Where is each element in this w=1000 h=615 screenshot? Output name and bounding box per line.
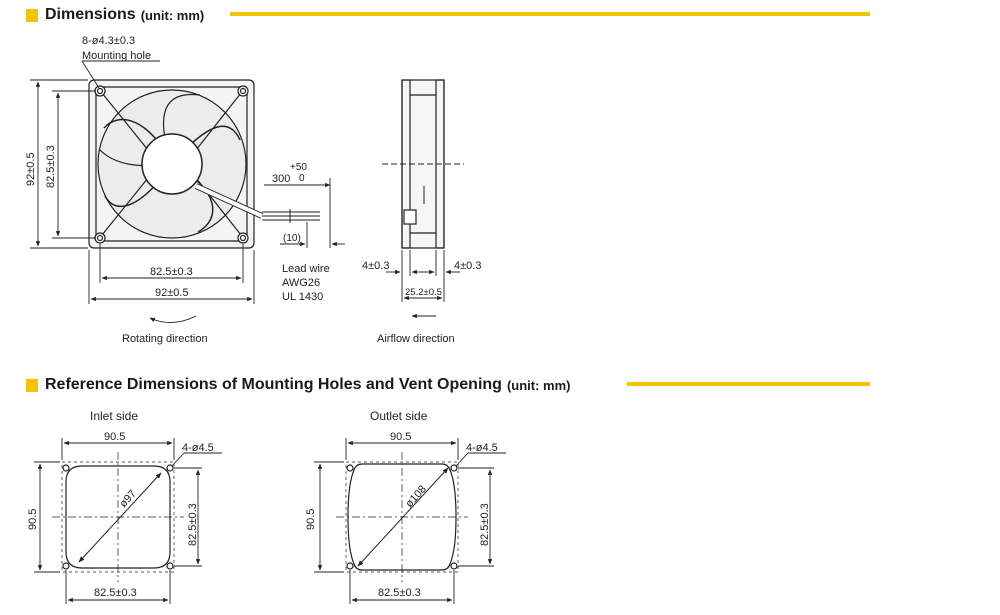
width-pitch-label: 82.5±0.3 xyxy=(150,266,193,278)
lead-wire-standard: UL 1430 xyxy=(282,291,324,303)
inlet-side-label: Inlet side xyxy=(90,409,139,423)
depth-label: 25.2±0.5 xyxy=(405,287,442,298)
strip-length-label: (10) xyxy=(283,233,301,244)
inlet-left-dim: 90.5 xyxy=(27,508,39,530)
section-title: Reference Dimensions of Mounting Holes and Vent Opening xyxy=(45,376,502,393)
lead-wire-label: Lead wire xyxy=(282,263,330,275)
mounting-hole-spec: 8-ø4.3±0.3 xyxy=(82,35,136,47)
section-unit: (unit: mm) xyxy=(140,7,205,23)
section-unit: (unit: mm) xyxy=(506,377,571,393)
inlet-top-dim: 90.5 xyxy=(104,431,126,443)
inlet-right-dim: 82.5±0.3 xyxy=(187,503,199,546)
rotating-direction-label: Rotating direction xyxy=(122,333,208,345)
lead-tol-plus: +50 xyxy=(290,162,307,173)
outlet-cutout-drawing xyxy=(336,452,468,582)
lead-length-label: 300 xyxy=(272,173,291,185)
inlet-hole-spec: 4-ø4.5 xyxy=(182,442,214,454)
inlet-diameter: ø97 xyxy=(117,487,139,511)
outlet-right-dim: 82.5±0.3 xyxy=(479,503,491,546)
rotation-arrow-icon xyxy=(150,316,196,323)
inlet-bottom-dim: 82.5±0.3 xyxy=(94,587,137,599)
lead-tol-minus: 0 xyxy=(299,173,305,184)
mounting-hole-label: Mounting hole xyxy=(82,50,152,62)
lead-wire-gauge: AWG26 xyxy=(282,277,321,289)
airflow-direction-label: Airflow direction xyxy=(377,333,455,345)
outlet-left-dim: 90.5 xyxy=(305,508,317,530)
height-pitch-label: 82.5±0.3 xyxy=(45,145,57,188)
outlet-top-dim: 90.5 xyxy=(390,431,412,443)
outlet-side-label: Outlet side xyxy=(370,409,428,423)
inlet-cutout-drawing xyxy=(52,452,184,582)
flange-left-label: 4±0.3 xyxy=(362,260,390,272)
outlet-diameter: ø108 xyxy=(403,483,430,511)
outlet-bottom-dim: 82.5±0.3 xyxy=(378,587,421,599)
width-outer-label: 92±0.5 xyxy=(155,287,189,299)
fan-front-view xyxy=(89,80,320,248)
flange-right-label: 4±0.3 xyxy=(454,260,482,272)
section-title: Dimensions xyxy=(45,6,136,23)
height-outer-label: 92±0.5 xyxy=(25,152,37,186)
outlet-hole-spec: 4-ø4.5 xyxy=(466,442,498,454)
